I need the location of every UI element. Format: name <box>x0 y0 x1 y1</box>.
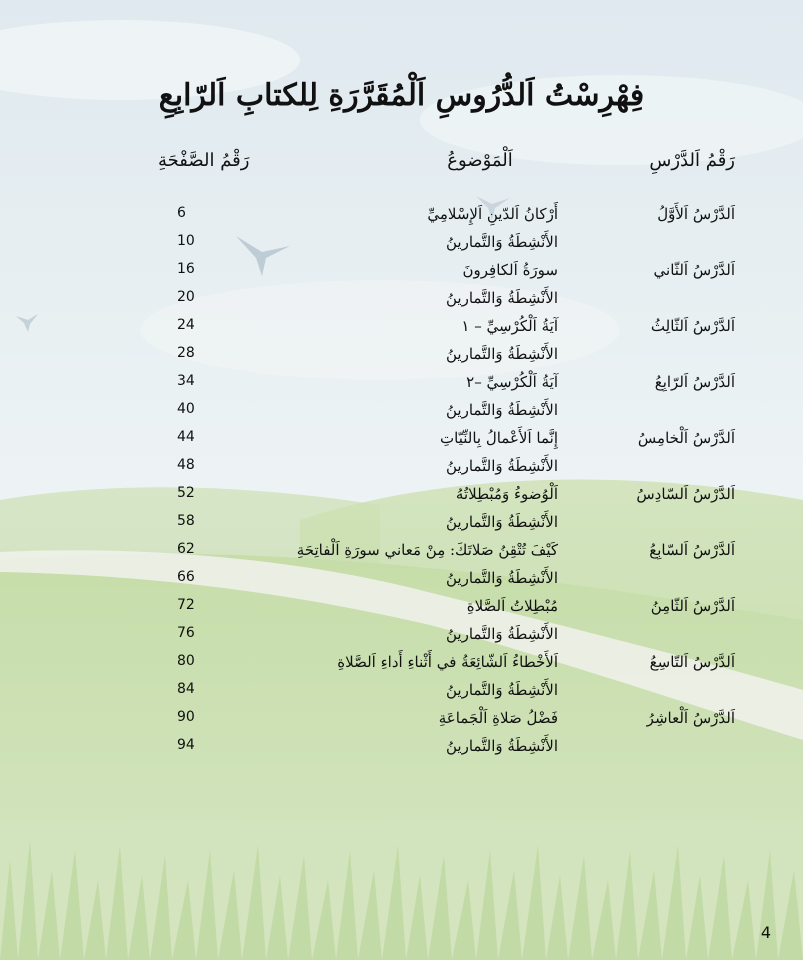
topic-label: مُبْطِلاتُ اَلصَّلاةِ <box>466 597 558 615</box>
page-number: 48 <box>177 457 195 473</box>
page-number: 44 <box>177 429 195 445</box>
lesson-label: اَلدَّرْسُ اَلثّامِنُ <box>650 597 735 615</box>
toc-row <box>0 569 803 597</box>
topic-label: الأَنْشِطَةُ وَالتَّمارينُ <box>446 401 558 419</box>
toc-row <box>0 513 803 541</box>
topic-label: الأَنْشِطَةُ وَالتَّمارينُ <box>446 569 558 587</box>
toc-row <box>0 205 803 233</box>
toc-row <box>0 317 803 345</box>
page-number: 62 <box>177 541 195 557</box>
toc-row <box>0 345 803 373</box>
toc-row <box>0 401 803 429</box>
page-number: 58 <box>177 513 195 529</box>
page-number: 90 <box>177 709 195 725</box>
topic-label: الأَنْشِطَةُ وَالتَّمارينُ <box>446 737 558 755</box>
toc-row <box>0 429 803 457</box>
toc-row <box>0 233 803 261</box>
toc-row <box>0 653 803 681</box>
page-number: 76 <box>177 625 195 641</box>
toc-row <box>0 709 803 737</box>
page-number: 34 <box>177 373 195 389</box>
toc-row <box>0 737 803 765</box>
topic-label: الأَنْشِطَةُ وَالتَّمارينُ <box>446 457 558 475</box>
page-number: 94 <box>177 737 195 753</box>
page-number: 72 <box>177 597 195 613</box>
topic-label: الأَنْشِطَةُ وَالتَّمارينُ <box>446 681 558 699</box>
lesson-label: اَلدَّرْسُ اَلرّابِعُ <box>654 373 735 391</box>
topic-label: اَلْوُضوءُ وَمُبْطِلاتُهُ <box>455 485 558 503</box>
lesson-label: اَلدَّرْسُ اَلثّاني <box>653 261 735 279</box>
page-number: 20 <box>177 289 195 305</box>
toc-row <box>0 373 803 401</box>
page-number: 6 <box>177 205 186 221</box>
toc-row <box>0 541 803 569</box>
lesson-label: اَلدَّرْسُ اَلسّادِسُ <box>636 485 735 503</box>
header-lesson-number: رَقْمُ اَلدَّرْسِ <box>649 150 735 171</box>
lesson-label: اَلدَّرْسُ اَلسّابِعُ <box>649 541 735 559</box>
topic-label: كَيْفَ تُتْقِنُ صَلاتَكَ: مِنْ مَعاني سورَةِ اَلْفاتِحَةِ <box>296 541 558 559</box>
toc-row <box>0 485 803 513</box>
lesson-label: اَلدَّرْسُ اَلْخامِسُ <box>637 429 735 447</box>
page-number: 66 <box>177 569 195 585</box>
topic-label: الأَنْشِطَةُ وَالتَّمارينُ <box>446 625 558 643</box>
page-number: 16 <box>177 261 195 277</box>
topic-label: فَضْلُ صَلاةِ اَلْجَماعَةِ <box>438 709 558 727</box>
topic-label: سورَةُ اَلكافِرونَ <box>462 261 558 279</box>
toc-row <box>0 625 803 653</box>
header-page-number: رَقْمُ الصَّفْحَةِ <box>158 150 250 171</box>
topic-label: آيَةُ اَلْكُرْسِيِّ –٢ <box>466 373 558 391</box>
toc-row <box>0 457 803 485</box>
page-number: 28 <box>177 345 195 361</box>
toc-row <box>0 681 803 709</box>
lesson-label: اَلدَّرْسُ اَلْعاشِرُ <box>646 709 735 727</box>
toc-row <box>0 597 803 625</box>
topic-label: الأَنْشِطَةُ وَالتَّمارينُ <box>446 233 558 251</box>
page-title: فِهْرِسْتُ اَلدُّرُوسِ اَلْمُقَرَّرَةِ لِلكتابِ اَلرّابِعِ <box>158 78 645 113</box>
page-number: 24 <box>177 317 195 333</box>
topic-label: إِنَّما اَلأَعْمالُ بِالنِّيّاتِ <box>440 429 558 447</box>
topic-label: الأَنْشِطَةُ وَالتَّمارينُ <box>446 345 558 363</box>
toc-row <box>0 261 803 289</box>
page-number: 10 <box>177 233 195 249</box>
table-of-contents <box>0 205 803 765</box>
page-number: 80 <box>177 653 195 669</box>
topic-label: الأَنْشِطَةُ وَالتَّمارينُ <box>446 513 558 531</box>
header-topic: اَلْمَوْضوعُ <box>447 150 513 171</box>
topic-label: أَرْكانُ اَلدّينِ اَلإِسْلامِيِّ <box>427 205 558 223</box>
topic-label: الأَنْشِطَةُ وَالتَّمارينُ <box>446 289 558 307</box>
page-number: 84 <box>177 681 195 697</box>
topic-label: اَلأَخْطاءُ اَلشّائِعَةُ في أَثْناءِ أَداءِ اَلصَّلاةِ <box>337 653 558 671</box>
page-number: 40 <box>177 401 195 417</box>
lesson-label: اَلدَّرْسُ اَلتّاسِعُ <box>649 653 735 671</box>
toc-row <box>0 289 803 317</box>
lesson-label: اَلدَّرْسُ اَلثّالِثُ <box>650 317 735 335</box>
lesson-label: اَلدَّرْسُ اَلأَوَّلُ <box>657 205 735 223</box>
page-number-footer: 4 <box>760 923 771 942</box>
page-number: 52 <box>177 485 195 501</box>
topic-label: آيَةُ اَلْكُرْسِيِّ – ١ <box>461 317 558 335</box>
